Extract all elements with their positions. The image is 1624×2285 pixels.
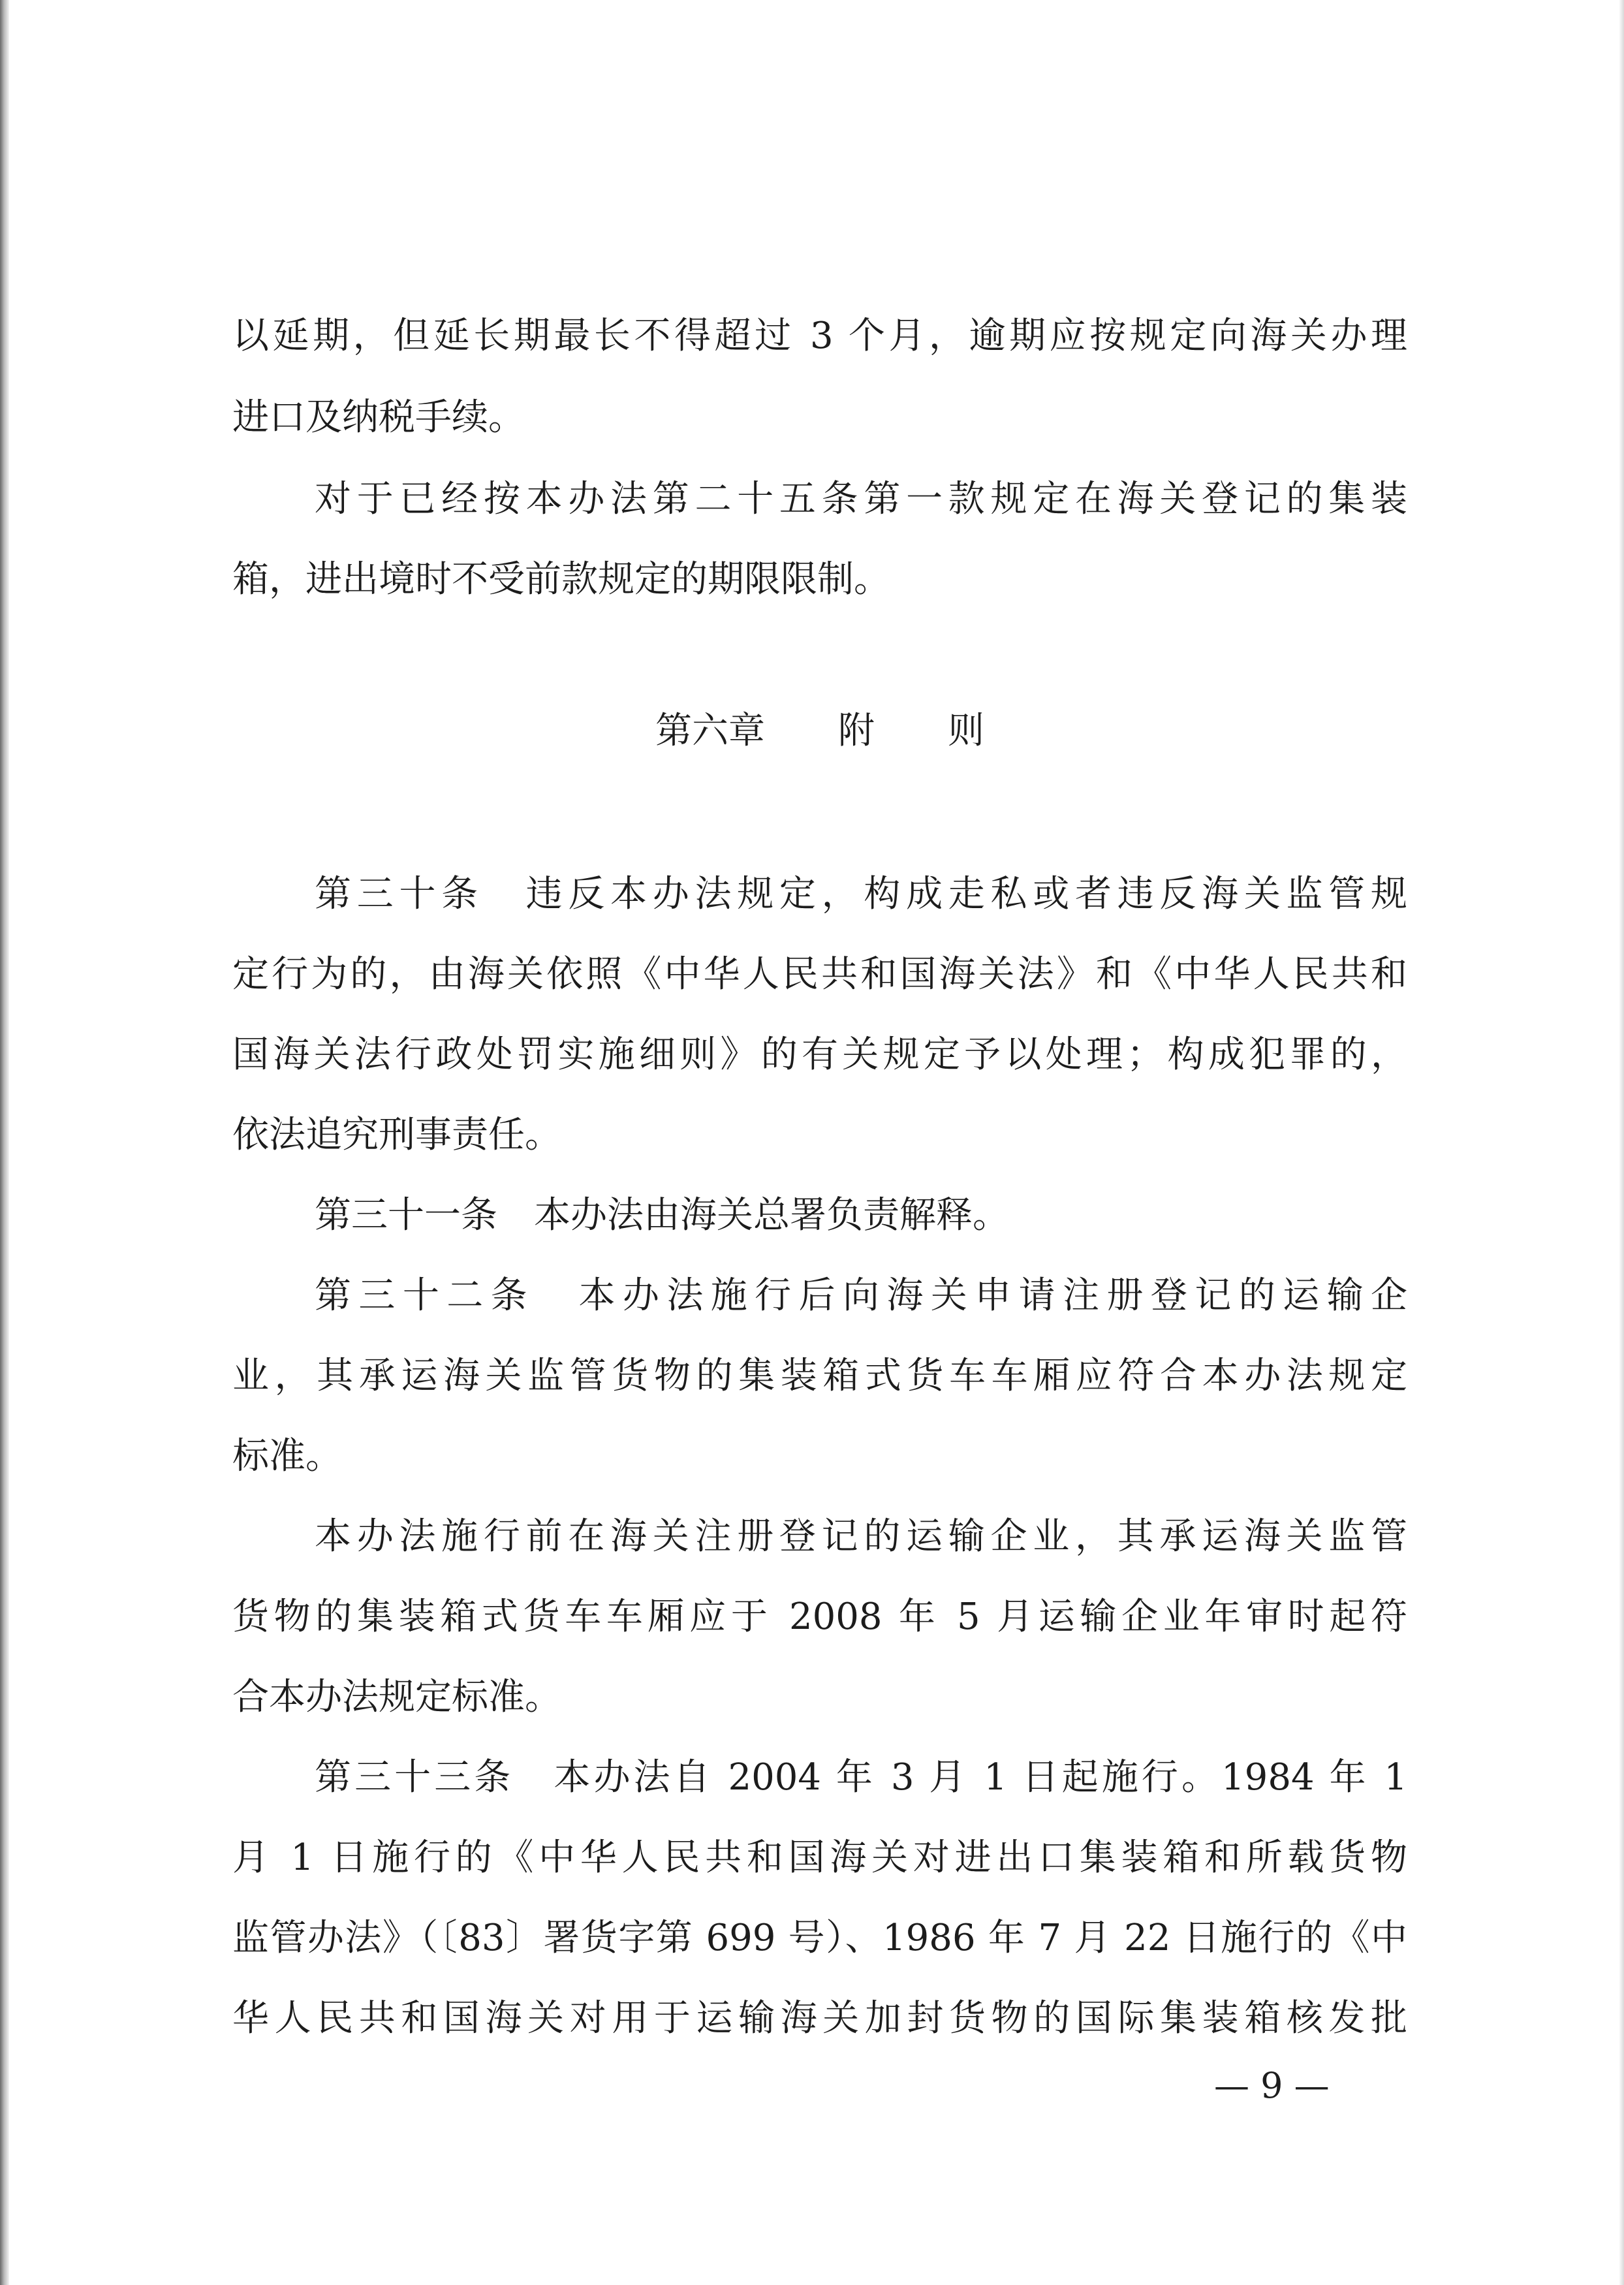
paragraph-2-line-1: 对于已经按本办法第二十五条第一款规定在海关登记的集装 <box>315 478 1407 520</box>
article-33-line-2: 月 1 日施行的《中华人民共和国海关对进出口集装箱和所载货物 <box>232 1836 1407 1879</box>
article-32-para-2-line-2: 货物的集装箱式货车车厢应于 2008 年 5 月运输企业年审时起符 <box>232 1596 1407 1638</box>
article-33-line-1: 第三十三条 本办法自 2004 年 3 月 1 日起施行。1984 年 1 <box>315 1756 1407 1799</box>
article-32-para-2-line-3: 合本办法规定标准。 <box>232 1676 561 1718</box>
scan-left-edge-shadow <box>0 0 9 2285</box>
paragraph-1-line-2: 进口及纳税手续。 <box>232 396 525 439</box>
scan-right-edge <box>1619 0 1624 2285</box>
article-32-line-1: 第三十二条 本办法施行后向海关申请注册登记的运输企 <box>315 1274 1407 1317</box>
article-30-line-4: 依法追究刑事责任。 <box>232 1114 561 1156</box>
article-30-line-2: 定行为的，由海关依照《中华人民共和国海关法》和《中华人民共和 <box>232 953 1407 996</box>
paragraph-1-line-1: 以延期，但延长期最长不得超过 3 个月，逾期应按规定向海关办理 <box>232 315 1407 357</box>
article-33-line-3: 监管办法》（〔83〕署货字第 699 号）、1986 年 7 月 22 日施行的《中 <box>232 1917 1407 1959</box>
article-32-line-2: 业，其承运海关监管货物的集装箱式货车车厢应符合本办法规定 <box>232 1355 1407 1397</box>
paragraph-2-line-2: 箱，进出境时不受前款规定的期限限制。 <box>232 558 890 601</box>
article-33-line-4: 华人民共和国海关对用于运输海关加封货物的国际集装箱核发批 <box>232 1997 1407 2040</box>
article-32-para-2-line-1: 本办法施行前在海关注册登记的运输企业，其承运海关监管 <box>315 1515 1407 1558</box>
article-32-line-3: 标准。 <box>232 1435 342 1477</box>
article-31-line-1: 第三十一条 本办法由海关总署负责解释。 <box>315 1194 1009 1237</box>
article-30-line-1: 第三十条 违反本办法规定，构成走私或者违反海关监管规 <box>315 873 1407 915</box>
article-30-line-3: 国海关法行政处罚实施细则》的有关规定予以处理；构成犯罪的， <box>232 1033 1407 1076</box>
page-number: — 9 — <box>1214 2065 1330 2106</box>
chapter-heading: 第六章 附 则 <box>655 710 984 752</box>
